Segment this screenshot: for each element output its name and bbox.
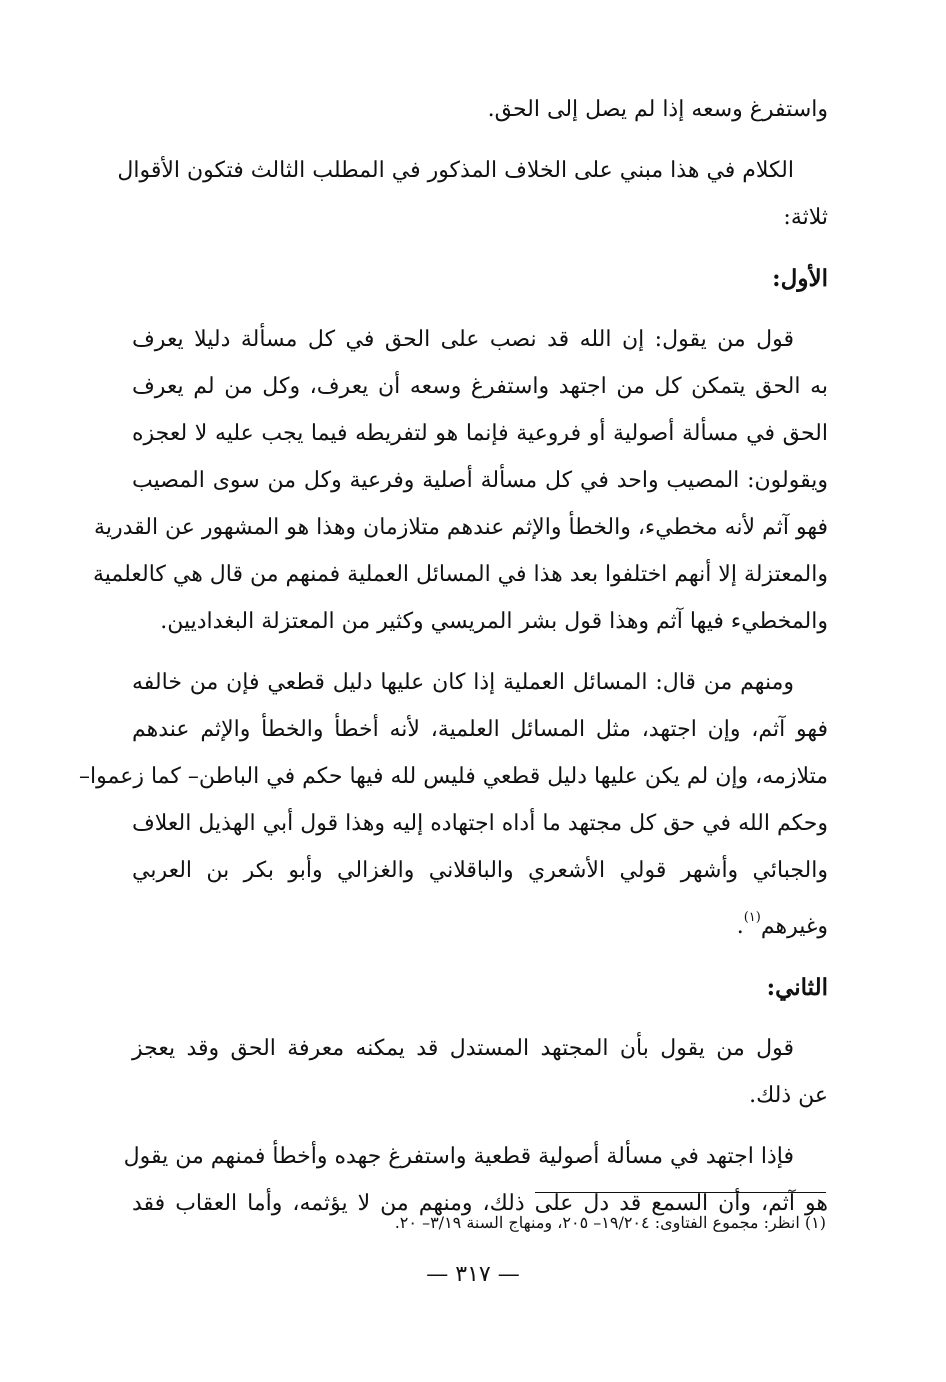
footnote: (١) انظر: مجموع الفتاوى: ١٩/٢٠٤– ٢٠٥، ومنهاج السنة ٣/١٩– ٢٠. bbox=[394, 1213, 826, 1232]
text-line: والمخطيء فيها آثم وهذا قول بشر المريسي وكثير من المعتزلة البغداديين. bbox=[160, 609, 828, 634]
text-line: الكلام في هذا مبني على الخلاف المذكور في المطلب الثالث فتكون الأقوال bbox=[117, 158, 794, 183]
text-line: قول من يقول: إن الله قد نصب على الحق في كل مسألة دليلا يعرف bbox=[132, 327, 794, 352]
text-line: والجبائي وأشهر قولي الأشعري والباقلاني والغزالي وأبو بكر بن العربي bbox=[132, 858, 828, 883]
text-line: فإذا اجتهد في مسألة أصولية قطعية واستفرغ جهده وأخطأ فمنهم من يقول bbox=[123, 1144, 794, 1169]
text-line: ويقولون: المصيب واحد في كل مسألة أصلية وفرعية وكل من سوى المصيب bbox=[132, 468, 828, 493]
text-fragment: . bbox=[736, 914, 744, 939]
text-line: متلازمه، وإن لم يكن عليها دليل قطعي فليس لله فيها حكم في الباطن– كما زعموا– bbox=[79, 764, 828, 789]
text-line: هو آثم، وأن السمع قد دل على ذلك، ومنهم من لا يؤثمه، وأما العقاب فقد bbox=[132, 1191, 828, 1216]
text-line: عن ذلك. bbox=[749, 1083, 828, 1108]
text-line: والمعتزلة إلا أنهم اختلفوا بعد هذا في المسائل العملية فمنهم من قال هي كالعلمية bbox=[92, 562, 828, 587]
paragraph bbox=[92, 316, 828, 645]
section-heading: الأول: bbox=[772, 265, 828, 292]
paragraph bbox=[117, 147, 828, 241]
text-line: ومنهم من قال: المسائل العملية إذا كان عليها دليل قطعي فإن من خالفه bbox=[132, 670, 794, 695]
text-line: فهو آثم لأنه مخطيء، والخطأ والإثم عندهم متلازمان وهذا هو المشهور عن القدرية bbox=[94, 515, 828, 540]
paragraph bbox=[79, 659, 828, 950]
text-line: الحق في مسألة أصولية أو فروعية فإنما هو لتفريطه فيما يجب عليه لا لعجزه bbox=[132, 421, 828, 446]
text-line: فهو آثم، وإن اجتهد، مثل المسائل العلمية، لأنه أخطأ والخطأ والإثم عندهم bbox=[132, 717, 828, 742]
section-heading: الثاني: bbox=[766, 974, 828, 1001]
text-line: به الحق يتمكن كل من اجتهد واستفرغ وسعه أن يعرف، وكل من لم يعرف bbox=[132, 374, 828, 399]
paragraph bbox=[132, 1025, 828, 1119]
text-line bbox=[132, 894, 828, 950]
page-body bbox=[79, 86, 828, 1227]
paragraph bbox=[132, 86, 828, 133]
footnote-separator bbox=[535, 1192, 826, 1193]
text-line: واستفرغ وسعه إذا لم يصل إلى الحق. bbox=[487, 97, 828, 122]
text-line: قول من يقول بأن المجتهد المستدل قد يمكنه معرفة الحق وقد يعجز bbox=[132, 1036, 795, 1061]
text-fragment: وغيرهم bbox=[760, 914, 828, 939]
text-line: ثلاثة: bbox=[783, 205, 828, 230]
text-line: وحكم الله في حق كل مجتهد ما أداه اجتهاده إليه وهذا قول أبي الهذيل العلاف bbox=[132, 811, 828, 836]
page-number: — ٣١٧ — bbox=[426, 1262, 520, 1287]
footnote-marker: (١) bbox=[743, 910, 761, 925]
